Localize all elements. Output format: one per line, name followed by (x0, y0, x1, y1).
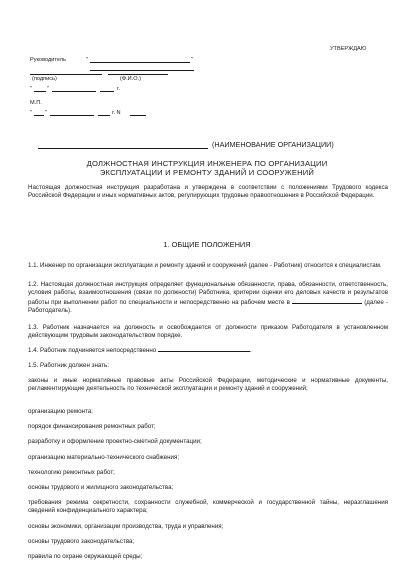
supervisor-line (158, 345, 250, 352)
org-name-label: (НАИМЕНОВАНИЕ ОРГАНИЗАЦИИ) (212, 140, 334, 149)
month-line (52, 85, 96, 92)
day-line (34, 85, 46, 92)
date-quote-open: " (30, 86, 32, 92)
section-1-title: 1. ОБЩИЕ ПОЛОЖЕНИЯ (163, 240, 251, 249)
doc-title-line-1: ДОЛЖНОСТНАЯ ИНСТРУКЦИЯ ИНЖЕНЕРА ПО ОРГАНИЗАЦИИ (86, 159, 328, 168)
head-label: Руководитель (30, 57, 67, 63)
knowledge-item: основы трудового законодательства; (28, 538, 135, 545)
clause-1-3: 1.3. Работник назначается на должность и освобождается от должности приказом Работодателя в установленном действующим трудовым законодательством порядке. (28, 324, 388, 339)
head-quote-close: " (191, 57, 193, 63)
knowledge-item: требования режима секретности, сохранности служебной, коммерческой и государственной тайны, неразглашения сведений конфиденциального характера; (28, 499, 388, 514)
num-year-line (98, 109, 110, 116)
knowledge-item: технологию ремонтных работ; (28, 469, 115, 476)
head-quote-open: " (86, 57, 88, 63)
clause-1-5: 1.5. Работник должен знать: (28, 362, 109, 369)
date-quote-close: " (47, 86, 49, 92)
knowledge-item: разработку и оформление проектно-сметной документации; (28, 438, 202, 445)
doc-title-line-2: ЭКСПЛУАТАЦИИ И РЕМОНТУ ЗДАНИЙ И СООРУЖЕНИЙ (99, 168, 315, 177)
knowledge-item: порядок финансирования ремонтных работ; (28, 423, 156, 430)
org-name-line (38, 142, 208, 149)
num-day-line (34, 109, 44, 116)
year-suffix: г. (117, 86, 120, 92)
clause-1-4-text: 1.4. Работник подчиняется непосредственно (28, 347, 157, 354)
num-quote-close: " (45, 110, 47, 116)
clause-1-2-text: 1.2. Настоящая должностная инструкция определяет функциональные обязанности, права, обязанности, ответственность, условия работы, взаимоотношения (связи по должности) Работника, критерии оценки его деловых качеств и результатов работы при выполнении работ по специальности и непосредственно на рабочем месте в (28, 281, 388, 306)
year-line (100, 85, 114, 92)
num-quote-open: " (30, 110, 32, 116)
fio-label: (Ф.И.О.) (120, 76, 142, 82)
fio-line (108, 68, 168, 75)
org-head-line (90, 56, 190, 63)
sign-label: (подпись) (32, 76, 57, 82)
knowledge-item: законы и иные нормативные правовые акты Российской Федерации, методические и нормативные документы, регламентирующие деятельность по технической эксплуатации и ремонту зданий и сооружений; (28, 377, 388, 392)
number-line (130, 109, 146, 116)
clause-1-1: 1.1. Инженер по организации эксплуатации и ремонту зданий и сооружений (далее - Работник) относится к специалистам. (28, 262, 382, 269)
num-month-line (50, 109, 94, 116)
knowledge-item: организацию материально-технического снабжения; (28, 454, 180, 461)
number-prefix: г. N (112, 110, 121, 116)
knowledge-item: организацию ремонта; (28, 408, 93, 415)
seal-label: М.П. (30, 100, 42, 106)
clause-1-2 (28, 281, 388, 315)
knowledge-item: правила по охране окружающей среды; (28, 553, 143, 560)
signature-line (30, 68, 102, 75)
intro-paragraph: Настоящая должностная инструкция разработана и утверждена в соответствии с положениями Трудового кодекса Российской Федерации и иных нормативных актов, регулирующих трудовые правоотношения в Российской Федерации. (28, 184, 388, 199)
clause-1-2-tail: (далее - Работодатель). (28, 299, 388, 314)
employer-line (292, 297, 362, 304)
knowledge-item: основы экономики, организации производства, труда и управления; (28, 523, 224, 530)
clause-1-4: 1.4. Работник подчиняется непосредственно . (28, 347, 252, 354)
approve-word: УТВЕРЖДАЮ (330, 46, 367, 52)
knowledge-item: основы трудового и жилищного законодательства; (28, 484, 174, 491)
